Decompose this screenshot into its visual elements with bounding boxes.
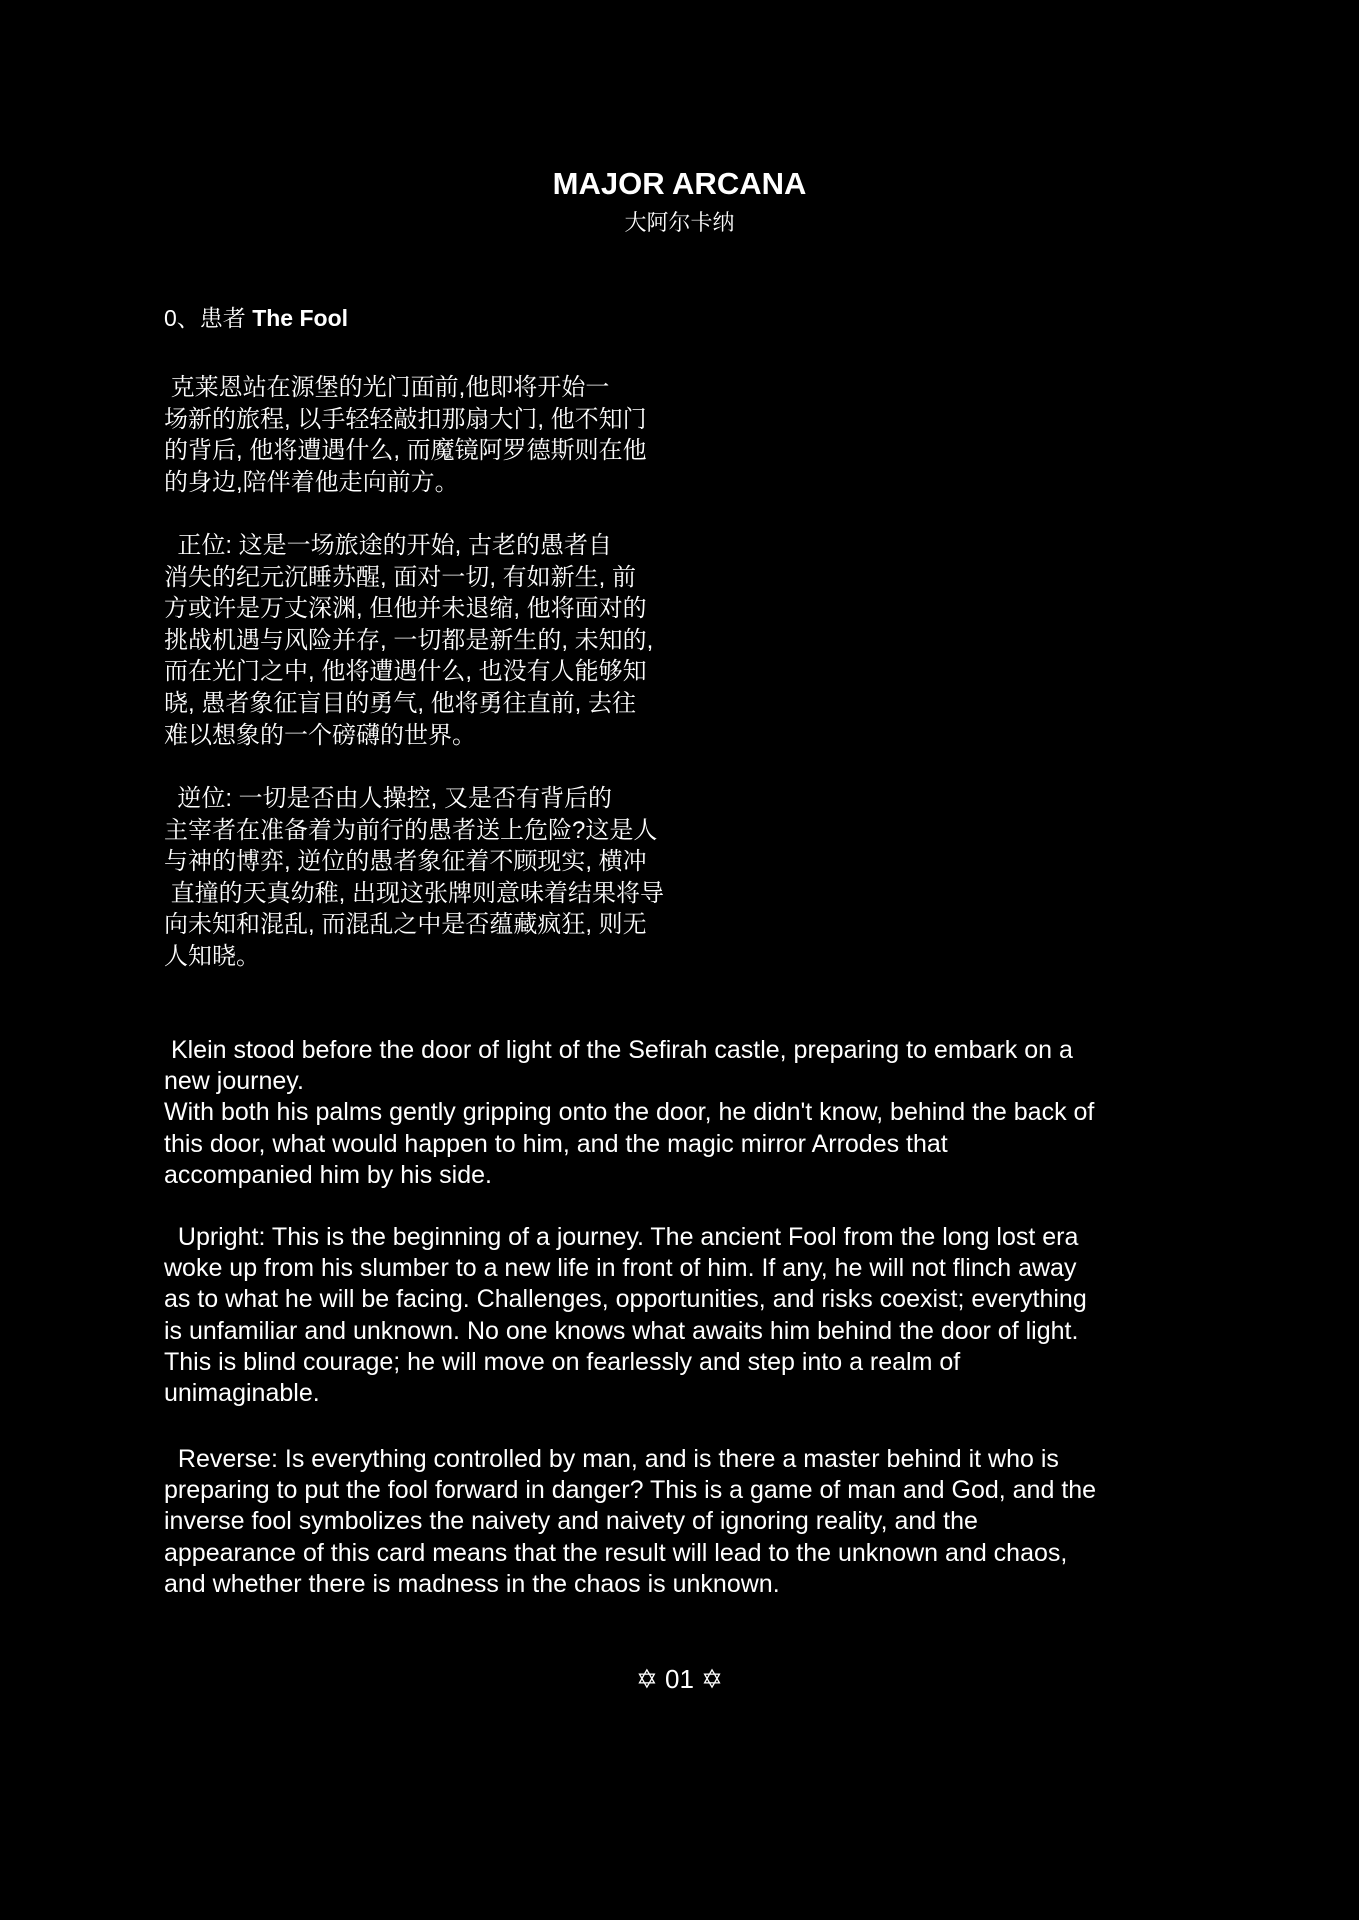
page-number: ✡ 01 ✡ (636, 1664, 723, 1694)
english-intro-paragraph: Klein stood before the door of light of the Sefirah castle, preparing to embark on a new journey. With both his palms gently gripping onto the door, he didn't know, behind the back of this door, what would happen to him, and the magic mirror Arrodes that accompanied him by his side. (164, 1036, 1095, 1189)
english-upright-paragraph: Upright: This is the beginning of a journey. The ancient Fool from the long lost era woke up from his slumber to a new life in front of him. If any, he will not flinch away as to what he will be facing. Challenges, opportunities, and risks coexist; everything is unfamiliar and unknown. No one knows what awaits him behind the door of light. This is blind courage; he will move on fearlessly and step into a realm of unimaginable. (164, 1223, 1087, 1408)
chinese-intro-paragraph: 克莱恩站在源堡的光门面前,他即将开始一 场新的旅程, 以手轻轻敲扣那扇大门, 他不知门 的背后, 他将遭遇什么, 而魔镜阿罗德斯则在他 的身边,陪伴着他走向前方。 (164, 374, 647, 496)
english-reverse-paragraph: Reverse: Is everything controlled by man, and is there a master behind it who is preparing to put the fool forward in danger? This is a game of man and God, and the inverse fool symbolizes the naivety and naivety of ignoring reality, and the appearance of this card means that the result will lead to the unknown and chaos, and whether there is madness in the chaos is unknown. (164, 1445, 1097, 1598)
card-number-zh: 0、患者 (164, 305, 253, 331)
page-title: MAJOR ARCANA (552, 166, 807, 201)
chinese-upright-paragraph: 正位: 这是一场旅途的开始, 古老的愚者自 消失的纪元沉睡苏醒, 面对一切, 有如新生, 前 方或许是万丈深渊, 但他并未退缩, 他将面对的 挑战机遇与风险并存, 一切都是新生的, 未知的, 而在光门之中, 他将遭遇什么, 也没有人能够知 晓, 愚者象征盲目的勇气, 他将勇往直前, 去往 难以想象的一个磅礴的世界。 (164, 532, 654, 749)
card-heading (164, 302, 348, 334)
page-subtitle: 大阿尔卡纳 (624, 210, 735, 235)
card-name-en: The Fool (252, 305, 349, 331)
chinese-reverse-paragraph: 逆位: 一切是否由人操控, 又是否有背后的 主宰者在准备着为前行的愚者送上危险?这是人 与神的博弈, 逆位的愚者象征着不顾现实, 横冲 直撞的天真幼稚, 出现这张牌则意味着结果将导 向未知和混乱, 而混乱之中是否蕴藏疯狂, 则无 人知晓。 (164, 785, 665, 970)
